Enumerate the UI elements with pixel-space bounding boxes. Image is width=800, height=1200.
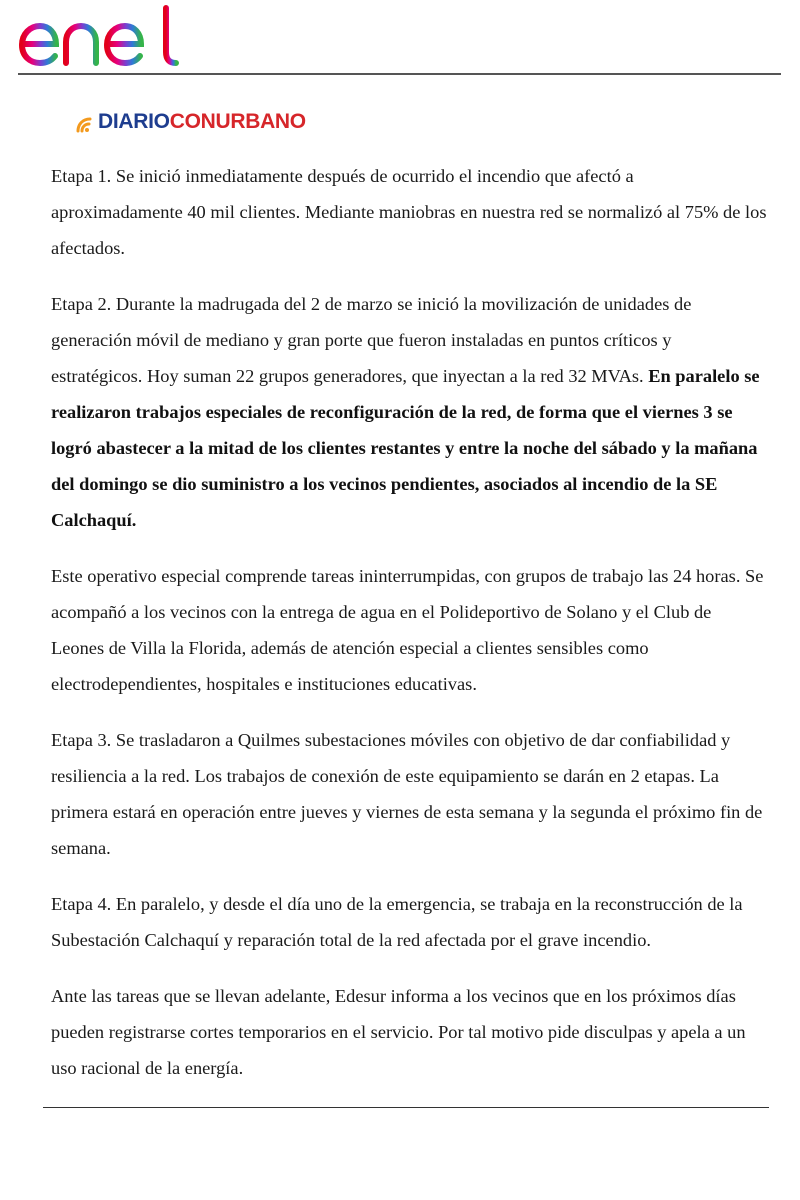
paragraph-etapa-4	[51, 886, 767, 958]
article-body	[51, 158, 767, 1106]
paragraph-operativo	[51, 558, 767, 702]
header-divider	[18, 73, 781, 75]
paragraph-text: Ante las tareas que se llevan adelante, Edesur informa a los vecinos que en los próximos días pueden registrarse cortes temporarios en el servicio. Por tal motivo pide disculpas y apela a un uso racional de la energía.	[51, 986, 746, 1078]
signal-waves-icon	[74, 111, 98, 133]
footer-divider	[43, 1107, 769, 1108]
paragraph-text: Etapa 3. Se trasladaron a Quilmes subestaciones móviles con objetivo de dar confiabilidad y resiliencia a la red. Los trabajos de conexión de este equipamiento se darán en 2 etapas. La primera estará en operación entre jueves y viernes de esta semana y la segunda el próximo fin de semana.	[51, 730, 763, 858]
paragraph-bold-text: En paralelo se realizaron trabajos especiales de reconfiguración de la red, de forma que el viernes 3 se logró abastecer a la mitad de los clientes restantes y entre la noche del sábado y la mañana del domingo se dio suministro a los vecinos pendientes, asociados al incendio de la SE Calchaquí.	[51, 366, 760, 530]
paragraph-etapa-2	[51, 286, 767, 538]
paragraph-text: Etapa 2. Durante la madrugada del 2 de marzo se inició la movilización de unidades de generación móvil de mediano y gran porte que fueron instaladas en puntos críticos y estratégicos. Hoy suman 22 grupos generadores, que inyectan a la red 32 MVAs.	[51, 294, 692, 386]
page-header	[0, 0, 800, 76]
masthead-conurbano: CONURBANO	[169, 110, 306, 133]
paragraph-text: Etapa 1. Se inició inmediatamente después de ocurrido el incendio que afectó a aproximadamente 40 mil clientes. Mediante maniobras en nuestra red se normalizó al 75% de los afectados.	[51, 166, 767, 258]
paragraph-etapa-3	[51, 722, 767, 866]
masthead-diario: DIARIO	[98, 110, 170, 133]
enel-logo[interactable]	[16, 4, 180, 68]
paragraph-text: Etapa 4. En paralelo, y desde el día uno de la emergencia, se trabaja en la reconstrucción de la Subestación Calchaquí y reparación total de la red afectada por el grave incendio.	[51, 894, 743, 950]
paragraph-etapa-1	[51, 158, 767, 266]
paragraph-closing	[51, 978, 767, 1086]
diario-conurbano-logo[interactable]	[74, 108, 306, 136]
paragraph-text: Este operativo especial comprende tareas ininterrumpidas, con grupos de trabajo las 24 horas. Se acompañó a los vecinos con la entrega de agua en el Polideportivo de Solano y el Club de Leones de Villa la Florida, además de atención especial a clientes sensibles como electrodependientes, hospitales e instituciones educativas.	[51, 566, 764, 694]
masthead-title	[98, 108, 306, 136]
